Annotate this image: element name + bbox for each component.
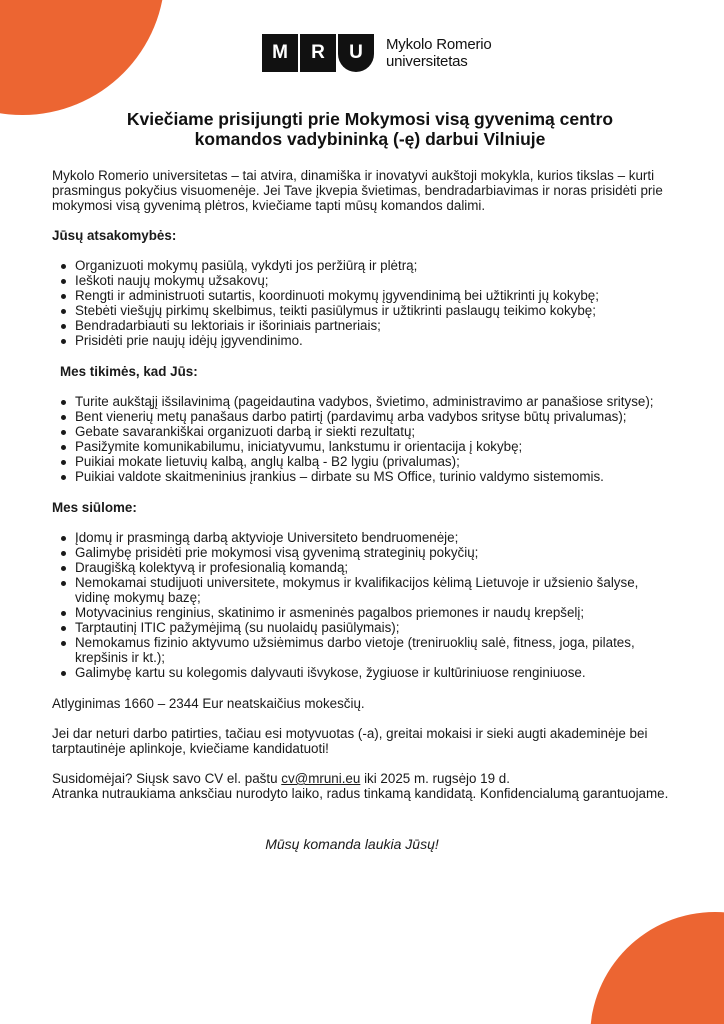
list-item: Ieškoti naujų mokymų užsakovų; bbox=[52, 273, 672, 288]
title-line1: Kviečiame prisijungti prie Mokymosi visą gyvenimą centro bbox=[126, 109, 614, 129]
logo-letter-u: U bbox=[338, 34, 374, 72]
decorative-circle-bottom-right bbox=[590, 912, 724, 1024]
responsibilities-list bbox=[52, 258, 672, 348]
logo-university-name bbox=[386, 36, 492, 70]
list-item: Gebate savarankiškai organizuoti darbą ir siekti rezultatų; bbox=[52, 424, 672, 439]
list-item: Galimybę prisidėti prie mokymosi visą gyvenimą strateginių pokyčių; bbox=[52, 545, 672, 560]
list-item: Bent vienerių metų panašaus darbo patirtį (pardavimų arba vadybos srityse būtų privalumas); bbox=[52, 409, 672, 424]
logo-name-line2: universitetas bbox=[386, 53, 468, 70]
list-item: Puikiai mokate lietuvių kalbą, anglų kalbą - B2 lygiu (privalumas); bbox=[52, 454, 672, 469]
list-item: Įdomų ir prasmingą darbą aktyvioje Universiteto bendruomenėje; bbox=[52, 530, 672, 545]
expectations-heading: Mes tikimės, kad Jūs: bbox=[60, 364, 198, 379]
offers-heading: Mes siūlome: bbox=[52, 500, 137, 515]
list-item: Nemokamus fizinio aktyvumo užsiėmimus darbo vietoje (treniruoklių salė, fitness, joga, pilates, krepšinis ir kt.); bbox=[52, 635, 672, 665]
list-item: Stebėti viešųjų pirkimų skelbimus, teikti pasiūlymus ir užtikrinti paslaugų teikimo kokybę; bbox=[52, 303, 672, 318]
list-item: Rengti ir administruoti sutartis, koordinuoti mokymų įgyvendinimą bei užtikrinti jų kokybę; bbox=[52, 288, 672, 303]
title-line2: komandos vadybininką (-ę) darbui Vilniuje bbox=[194, 129, 546, 149]
page-title bbox=[60, 109, 680, 149]
list-item: Turite aukštąjį išsilavinimą (pageidautina vadybos, švietimo, administravimo ar panašiose srityse); bbox=[52, 394, 672, 409]
list-item: Galimybę kartu su kolegomis dalyvauti išvykose, žygiuose ir kultūriniuose renginiuose. bbox=[52, 665, 672, 680]
university-logo bbox=[262, 34, 492, 72]
list-item: Tarptautinį ITIC pažymėjimą (su nuolaidų pasiūlymais); bbox=[52, 620, 672, 635]
offers-list bbox=[52, 530, 672, 680]
apply-paragraph bbox=[52, 771, 672, 786]
list-item: Draugišką kolektyvą ir profesionalią komandą; bbox=[52, 560, 672, 575]
salary-text: Atlyginimas 1660 – 2344 Eur neatskaičius mokesčių. bbox=[52, 696, 365, 711]
logo-name-line1: Mykolo Romerio bbox=[386, 36, 492, 53]
logo-letter-m: M bbox=[262, 34, 298, 72]
list-item: Prisidėti prie naujų idėjų įgyvendinimo. bbox=[52, 333, 672, 348]
closing-text: Mūsų komanda laukia Jūsų! bbox=[265, 836, 439, 852]
selection-note: Atranka nutraukiama anksčiau nurodyto laiko, radus tinkamą kandidatą. Konfidencialumą garantuojame. bbox=[52, 786, 669, 801]
list-item: Puikiai valdote skaitmeninius įrankius – dirbate su MS Office, turinio valdymo sistemomis. bbox=[52, 469, 672, 484]
email-link[interactable]: cv@mruni.eu bbox=[281, 771, 361, 786]
list-item: Nemokamai studijuoti universitete, mokymus ir kvalifikacijos kėlimą Lietuvoje ir užsienio šalyse, vidinę mokymų bazę; bbox=[52, 575, 672, 605]
responsibilities-heading: Jūsų atsakomybės: bbox=[52, 228, 177, 243]
list-item: Bendradarbiauti su lektoriais ir išoriniais partneriais; bbox=[52, 318, 672, 333]
apply-deadline: iki 2025 m. rugsėjo 19 d. bbox=[360, 771, 510, 786]
no-experience-paragraph: Jei dar neturi darbo patirties, tačiau esi motyvuotas (-a), greitai mokaisi ir sieki augti akademinėje bei tarptautinėje aplinkoje, kviečiame kandidatuoti! bbox=[52, 726, 648, 756]
job-description bbox=[52, 168, 672, 852]
intro-paragraph: Mykolo Romerio universitetas – tai atvira, dinamiška ir inovatyvi aukštoji mokykla, kurios tikslas – kurti prasmingus pokyčius visuomenėje. Jei Tave įkvepia švietimas, bendradarbiavimas ir noras prisidėti prie mokymosi visą gyvenimą plėtros, kviečiame tapti mūsų komandos dalimi. bbox=[52, 168, 663, 213]
logo-letter-r: R bbox=[300, 34, 336, 72]
list-item: Organizuoti mokymų pasiūlą, vykdyti jos peržiūrą ir plėtrą; bbox=[52, 258, 672, 273]
list-item: Motyvacinius renginius, skatinimo ir asmeninės pagalbos priemones ir naudų krepšelį; bbox=[52, 605, 672, 620]
expectations-list bbox=[52, 394, 672, 484]
list-item: Pasižymite komunikabilumu, iniciatyvumu, lankstumu ir orientacija į kokybę; bbox=[52, 439, 672, 454]
apply-prefix: Susidomėjai? Siųsk savo CV el. paštu bbox=[52, 771, 282, 786]
decorative-circle-top-left bbox=[0, 0, 165, 115]
